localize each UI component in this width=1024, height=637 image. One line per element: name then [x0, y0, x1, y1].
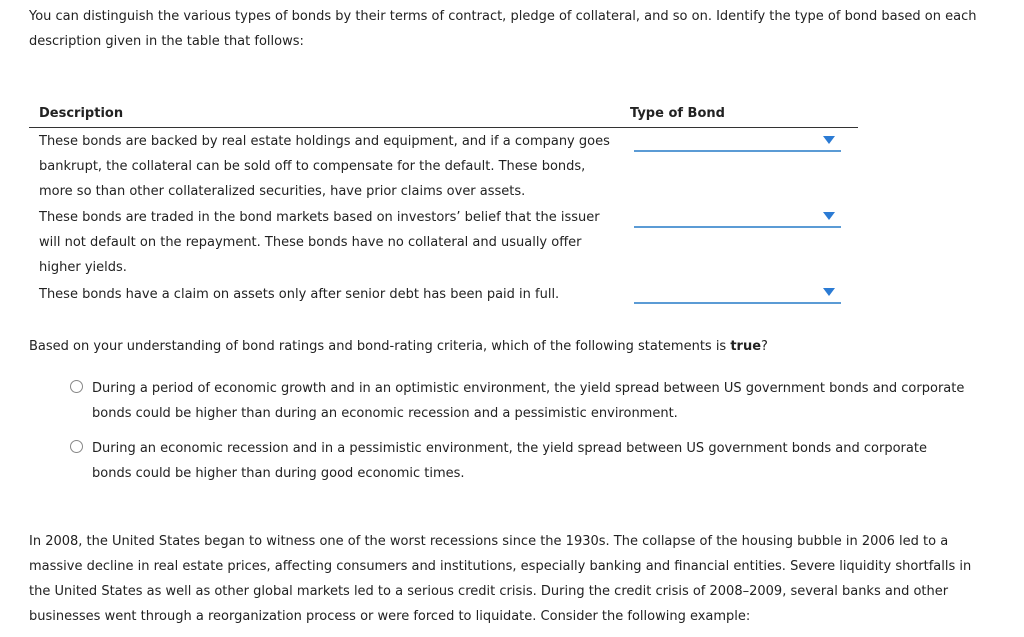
row-2-description: These bonds are traded in the bond markets based on investors’ belief that the issuer will not default on the repayment. These bonds have no collateral and usually offer higher yields. — [39, 210, 600, 275]
row-1-description: These bonds are backed by real estate holdings and equipment, and if a company goes bankrupt, the collateral can be sold off to compensate for the default. These bonds, more so than other collateralized securities, have prior claims over assets. — [39, 134, 610, 199]
option-1[interactable] — [70, 376, 970, 426]
question-text — [29, 334, 989, 359]
question-suffix: ? — [761, 339, 768, 354]
row-1-type-dropdown[interactable] — [634, 128, 841, 152]
header-type-of-bond: Type of Bond — [630, 106, 725, 121]
dropdown-arrow-icon — [823, 212, 835, 220]
dropdown-arrow-icon — [823, 136, 835, 144]
header-description: Description — [39, 106, 124, 121]
row-3-type-dropdown[interactable] — [634, 280, 841, 304]
row-3-description: These bonds have a claim on assets only after senior debt has been paid in full. — [39, 287, 560, 302]
intro-text: You can distinguish the various types of bonds by their terms of contract, pledge of collateral, and so on. Identify the type of bond based on each description given in the table that follows: — [29, 9, 977, 49]
question-emphasis: true — [730, 339, 762, 354]
row-2-type-dropdown[interactable] — [634, 204, 841, 228]
option-2-label: During an economic recession and in a pessimistic environment, the yield spread between US government bonds and corporate bonds could be higher than during good economic times. — [92, 441, 927, 481]
option-1-label: During a period of economic growth and in an optimistic environment, the yield spread between US government bonds and corporate bonds could be higher than during an economic recession and a pessimistic environment. — [92, 381, 965, 421]
dropdown-arrow-icon — [823, 288, 835, 296]
option-2-radio[interactable] — [70, 440, 83, 453]
option-1-radio[interactable] — [70, 380, 83, 393]
context-paragraph: In 2008, the United States began to witness one of the worst recessions since the 1930s. The collapse of the housing bubble in 2006 led to a massive decline in real estate prices, affecting consumers and institutions, especially banking and financial entities. Severe liquidity shortfalls in the United States as well as other global markets led to a serious credit crisis. During the credit crisis of 2008–2009, several banks and other businesses went through a reorganization process or were forced to liquidate. Consider the following example: — [29, 534, 972, 624]
question-prefix: Based on your understanding of bond ratings and bond-rating criteria, which of the following statements is — [29, 339, 731, 354]
option-2[interactable] — [70, 436, 970, 486]
